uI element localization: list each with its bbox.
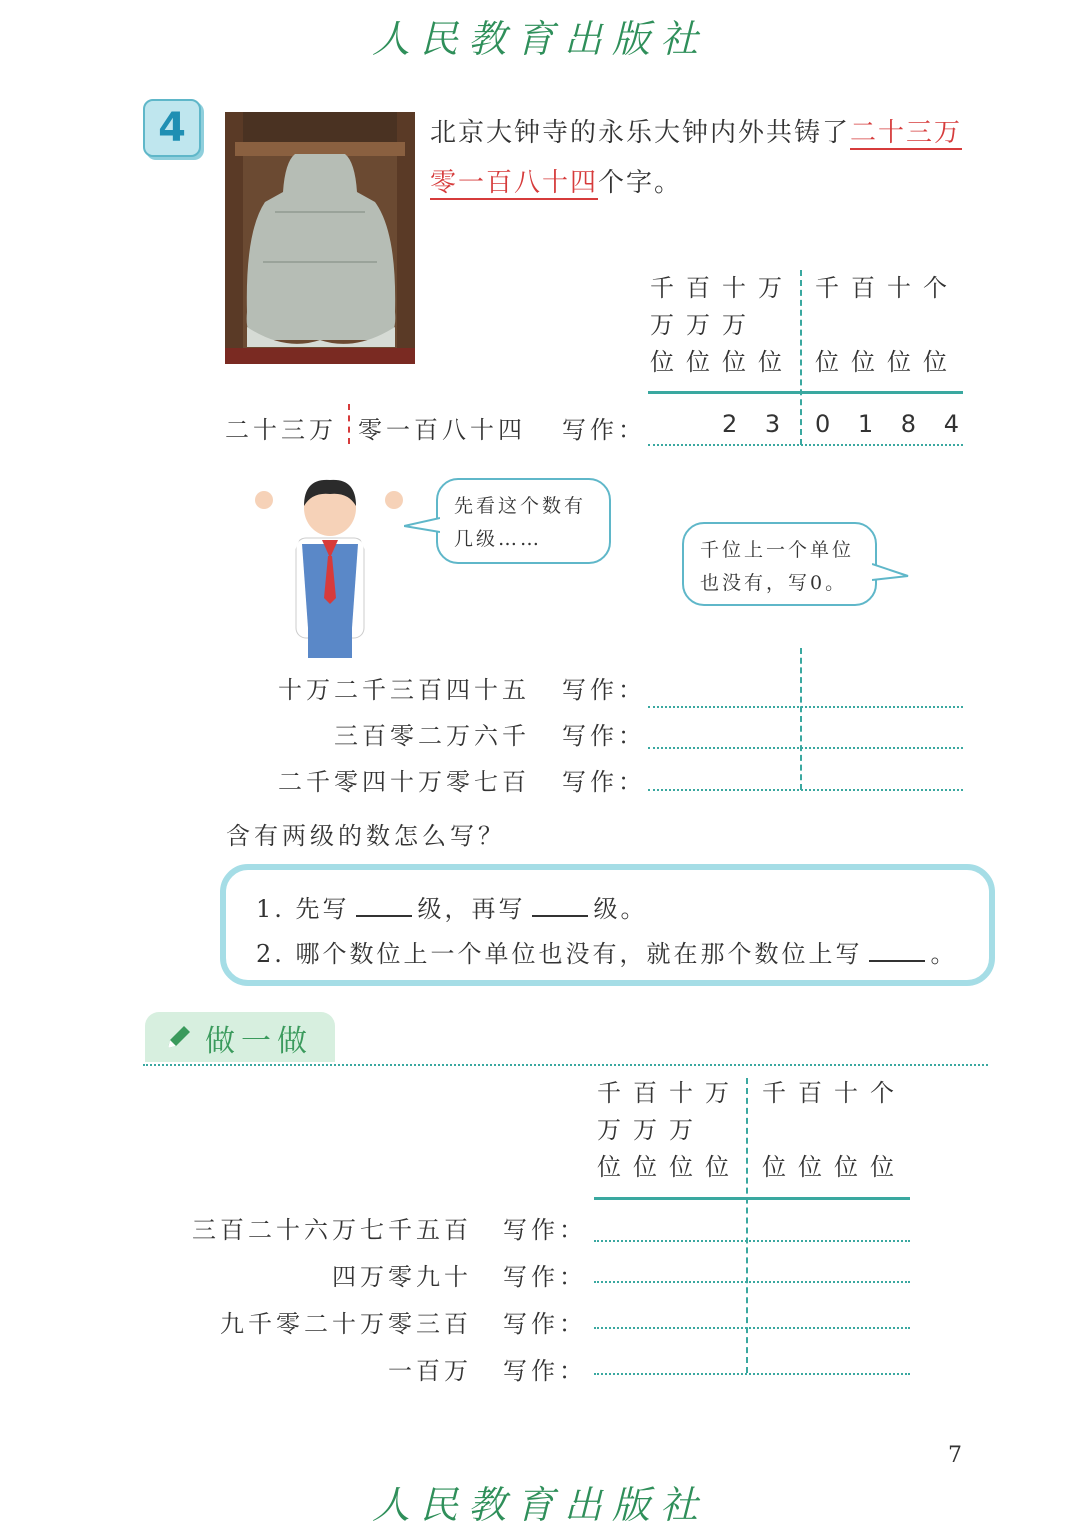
practice1-number-1: 十万二千三百四十五 [278, 676, 530, 704]
intro-text-end: 个字。 [598, 168, 683, 198]
table2-header-rule [594, 1197, 910, 1200]
answer-line[interactable] [648, 747, 963, 749]
practice1-number-3: 二千零四十万零七百 [278, 768, 530, 796]
write-label: 写作： [562, 416, 646, 444]
table1-wan-headers: 千百十万 万万万 位位位位 [650, 274, 794, 376]
practice2-number-1: 三百二十六万七千五百 [192, 1216, 472, 1244]
example-number-ge-part: 零一百八十四 [358, 416, 526, 444]
practice2-number-4: 一百万 [388, 1357, 472, 1385]
speech-bubble-right: 千位上一个单位 也没有，写0。 [682, 522, 877, 606]
summary-line-2: 2. 哪个数位上一个单位也没有，就在那个数位上写 。 [256, 940, 958, 968]
table1-level-divider [800, 270, 802, 445]
answer-line[interactable] [594, 1373, 910, 1375]
section-divider [143, 1064, 988, 1066]
example-wan-digits: 2 3 [722, 410, 791, 438]
intro-highlight-wan: 二十三万 [850, 118, 963, 148]
summary-line-1: 1. 先写 级，再写 级。 [256, 895, 648, 923]
practice1-level-divider [800, 648, 802, 790]
table1-ge-headers: 千百十个 位位位位 [815, 274, 959, 376]
write-label: 写作： [503, 1263, 587, 1291]
intro-highlight-ge: 零一百八十四 [430, 168, 599, 198]
example-level-split-mark [348, 404, 350, 444]
write-label: 写作： [562, 722, 646, 750]
question-text: 含有两级的数怎么写？ [226, 822, 506, 850]
write-label: 写作： [562, 768, 646, 796]
practice1-number-2: 三百零二万六千 [334, 722, 530, 750]
intro-text: 北京大钟寺的永乐大钟内外共铸了 [430, 118, 851, 148]
answer-line[interactable] [594, 1281, 910, 1283]
answer-line[interactable] [594, 1327, 910, 1329]
pencil-icon [162, 1022, 194, 1054]
practice2-number-3: 九千零二十万零三百 [220, 1310, 472, 1338]
bubble-left-tail [404, 516, 440, 536]
bubble-right-tail [872, 562, 910, 584]
fill-blank[interactable] [356, 895, 412, 917]
page-number: 7 [948, 1443, 962, 1468]
section-title: 做一做 [205, 1024, 313, 1059]
answer-line[interactable] [594, 1240, 910, 1242]
write-label: 写作： [503, 1216, 587, 1244]
write-label: 写作： [562, 676, 646, 704]
publisher-logo-footer: 人民教育出版社 [371, 1483, 708, 1527]
example-answer-line [648, 444, 963, 446]
fill-blank[interactable] [532, 895, 588, 917]
answer-line[interactable] [648, 706, 963, 708]
intro-paragraph [430, 108, 1000, 208]
example-ge-digits: 0 1 8 4 [815, 410, 969, 438]
fill-blank[interactable] [869, 940, 925, 962]
answer-line[interactable] [648, 789, 963, 791]
table2-ge-headers: 千百十个 位位位位 [762, 1079, 906, 1181]
bell-photo [225, 112, 415, 364]
table2-wan-headers: 千百十万 万万万 位位位位 [597, 1079, 741, 1181]
write-label: 写作： [503, 1310, 587, 1338]
boy-illustration [252, 478, 407, 658]
publisher-logo-header: 人民教育出版社 [371, 17, 708, 61]
practice2-number-2: 四万零九十 [332, 1263, 472, 1291]
speech-bubble-left: 先看这个数有 几级…… [436, 478, 611, 564]
write-label: 写作： [503, 1357, 587, 1385]
example-number-wan-part: 二十三万 [225, 416, 337, 444]
example-number-badge: 4 [143, 99, 201, 157]
table1-header-rule [648, 391, 963, 394]
